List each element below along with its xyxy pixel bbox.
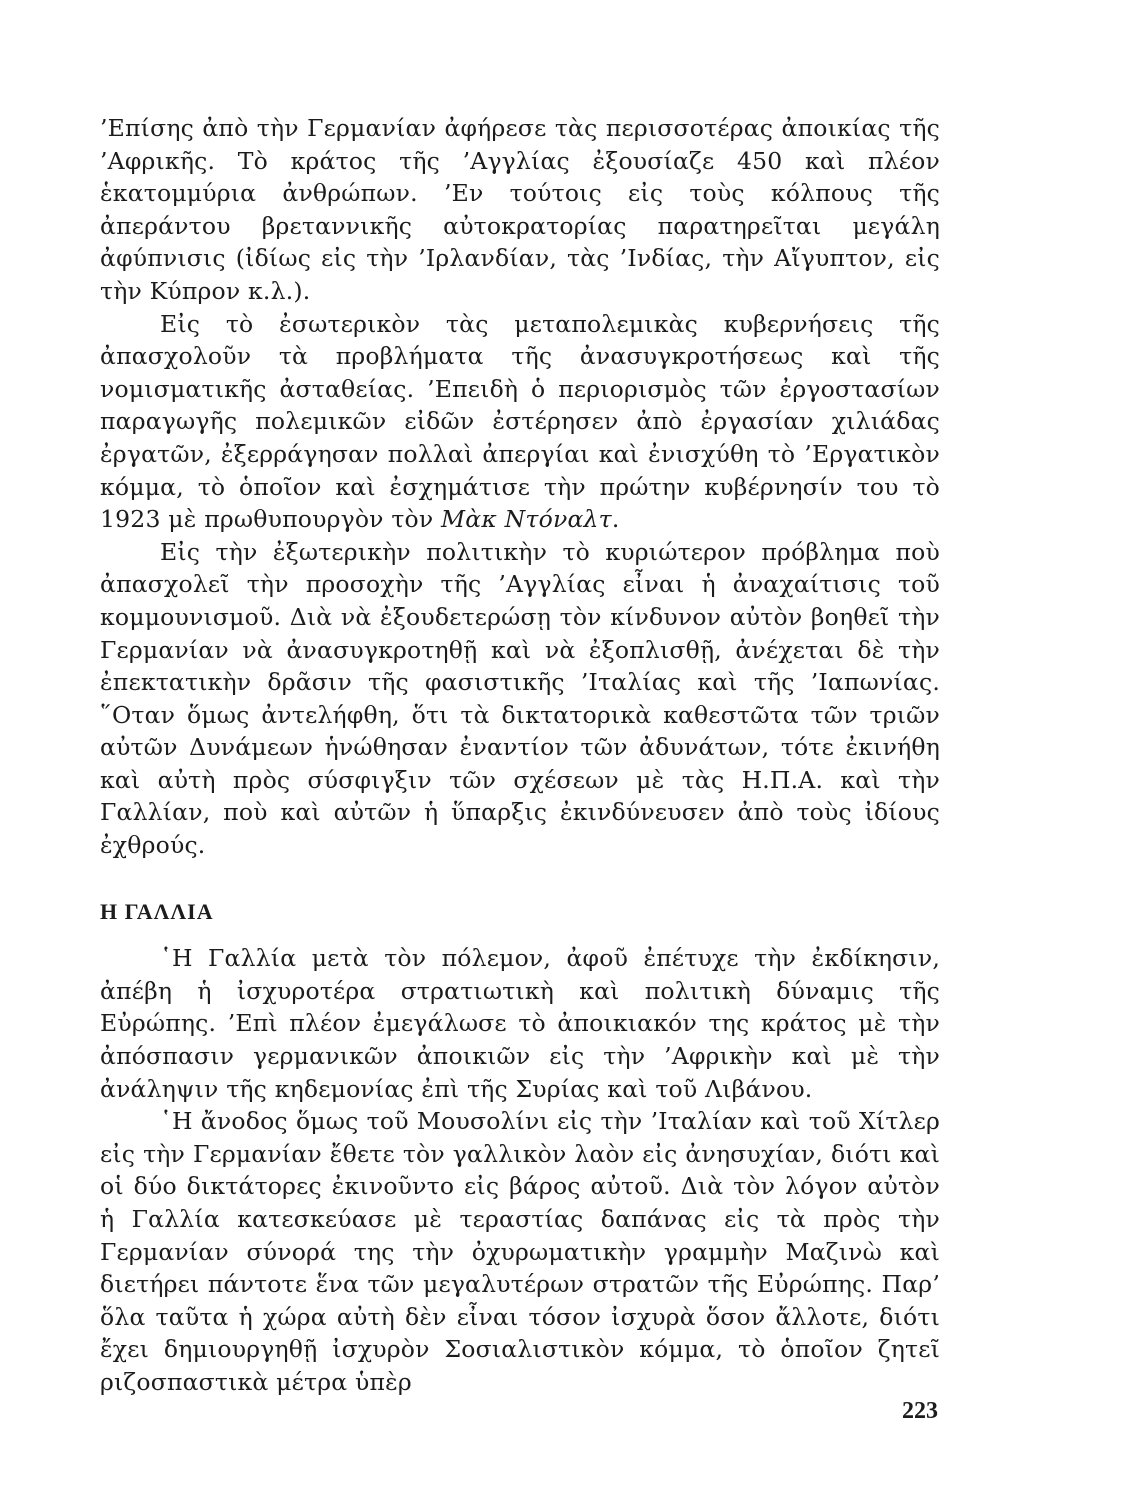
body-text bbox=[100, 112, 940, 1399]
paragraph-domestic-text: Εἰς τὸ ἐσωτερικὸν τὰς μεταπολεμικὰς κυβερνήσεις τῆς ἀπασχολοῦν τὰ προβλήματα τῆς ἀνασυγκροτήσεως καὶ τῆς νομισματικῆς ἀσταθείας. ’Επειδὴ ὁ περιορισμὸς τῶν ἐργοστασίων παραγωγῆς πολεμικῶν εἰδῶν ἐστέρησεν ἀπὸ ἐργασίαν χιλιάδας ἐργατῶν, ἐξερράγησαν πολλαὶ ἀπεργίαι καὶ ἐνισχύθη τὸ ’Εργατικὸν κόμμα, τὸ ὁποῖον καὶ ἐσχημάτισε τὴν πρώτην κυβέρνησίν του τὸ 1923 μὲ πρωθυπουργὸν τὸν bbox=[100, 309, 940, 534]
paragraph-foreign-policy: Εἰς τὴν ἐξωτερικὴν πολιτικὴν τὸ κυριώτερον πρόβλημα ποὺ ἀπασχολεῖ τὴν προσοχὴν τῆς ’Αγγλίας εἶναι ἡ ἀναχαίτισις τοῦ κομμουνισμοῦ. Διὰ νὰ ἐξουδετερώσῃ τὸν κίνδυνον αὐτὸν βοηθεῖ τὴν Γερμανίαν νὰ ἀνασυγκροτηθῇ καὶ νὰ ἐξοπλισθῇ, ἀνέχεται δὲ τὴν ἐπεκτατικὴν δρᾶσιν τῆς φασιστικῆς ’Ιταλίας καὶ τῆς ’Ιαπωνίας. ῞Οταν ὅμως ἀντελήφθη, ὅτι τὰ δικτατορικὰ καθεστῶτα τῶν τριῶν αὐτῶν Δυνάμεων ἡνώθησαν ἐναντίον τῶν ἀδυνάτων, τότε ἐκινήθη καὶ αὐτὴ πρὸς σύσφιγξιν τῶν σχέσεων μὲ τὰς Η.Π.Α. καὶ τὴν Γαλλίαν, ποὺ καὶ αὐτῶν ἡ ὕπαρξις ἐκινδύνευσεν ἀπὸ τοὺς ἰδίους ἐχθρούς. bbox=[100, 537, 940, 860]
name-macdonald: Μὰκ Ντόναλτ bbox=[441, 505, 612, 534]
paragraph-empire: ’Επίσης ἀπὸ τὴν Γερμανίαν ἀφήρεσε τὰς περισσοτέρας ἀποικίας τῆς ’Αφρικῆς. Τὸ κράτος τῆς ’Αγγλίας ἐξουσίαζε 450 καὶ πλέον ἑκατομμύρια ἀνθρώπων. ’Εν τούτοις εἰς τοὺς κόλπους τῆς ἀπεράντου βρεταννικῆς αὐτοκρατορίας παρατηρεῖται μεγάλη ἀφύπνισις (ἰδίως εἰς τὴν ’Ιρλανδίαν, τὰς ’Ινδίας, τὴν Αἴγυπτον, εἰς τὴν Κύπρον κ.λ.). bbox=[100, 114, 940, 305]
section-heading: Η ΓΑΛΛΙΑ bbox=[100, 898, 214, 924]
paragraph-domestic-policy bbox=[100, 308, 940, 536]
paragraph-france-postwar: ῾Η Γαλλία μετὰ τὸν πόλεμον, ἀφοῦ ἐπέτυχε τὴν ἐκδίκησιν, ἀπέβη ἡ ἰσχυροτέρα στρατιωτικὴ καὶ πολιτικὴ δύναμις τῆς Εὐρώπης. ’Επὶ πλέον ἐμεγάλωσε τὸ ἀποικιακόν της κράτος μὲ τὴν ἀπόσπασιν γερμανικῶν ἀποικιῶν εἰς τὴν ’Αφρικὴν καὶ μὲ τὴν ἀνάληψιν τῆς κηδεμονίας ἐπὶ τῆς Συρίας καὶ τοῦ Λιβάνου. bbox=[100, 944, 940, 1103]
paragraph-france-dictators: ῾Η ἄνοδος ὅμως τοῦ Μουσολίνι εἰς τὴν ’Ιταλίαν καὶ τοῦ Χίτλερ εἰς τὴν Γερμανίαν ἔθετε τὸν γαλλικὸν λαὸν εἰς ἀνησυχίαν, διότι καὶ οἱ δύο δικτάτορες ἐκινοῦντο εἰς βάρος αὐτοῦ. Διὰ τὸν λόγον αὐτὸν ἡ Γαλλία κατεσκεύασε μὲ τεραστίας δαπάνας εἰς τὰ πρὸς τὴν Γερμανίαν σύνορά της τὴν ὀχυρωματικὴν γραμμὴν Μαζινὼ καὶ διετήρει πάντοτε ἕνα τῶν μεγαλυτέρων στρατῶν τῆς Εὐρώπης. Παρ’ ὅλα ταῦτα ἡ χώρα αὐτὴ δὲν εἶναι τόσον ἰσχυρὰ ὅσον ἄλλοτε, διότι ἔχει δημιουργηθῇ ἰσχυρὸν Σοσιαλιστικὸν κόμμα, τὸ ὁποῖον ζητεῖ ριζοσπαστικὰ μέτρα ὑπὲρ bbox=[100, 1107, 940, 1396]
page-number: 223 bbox=[902, 1398, 938, 1424]
paragraph-domestic-tail: . bbox=[611, 505, 620, 534]
